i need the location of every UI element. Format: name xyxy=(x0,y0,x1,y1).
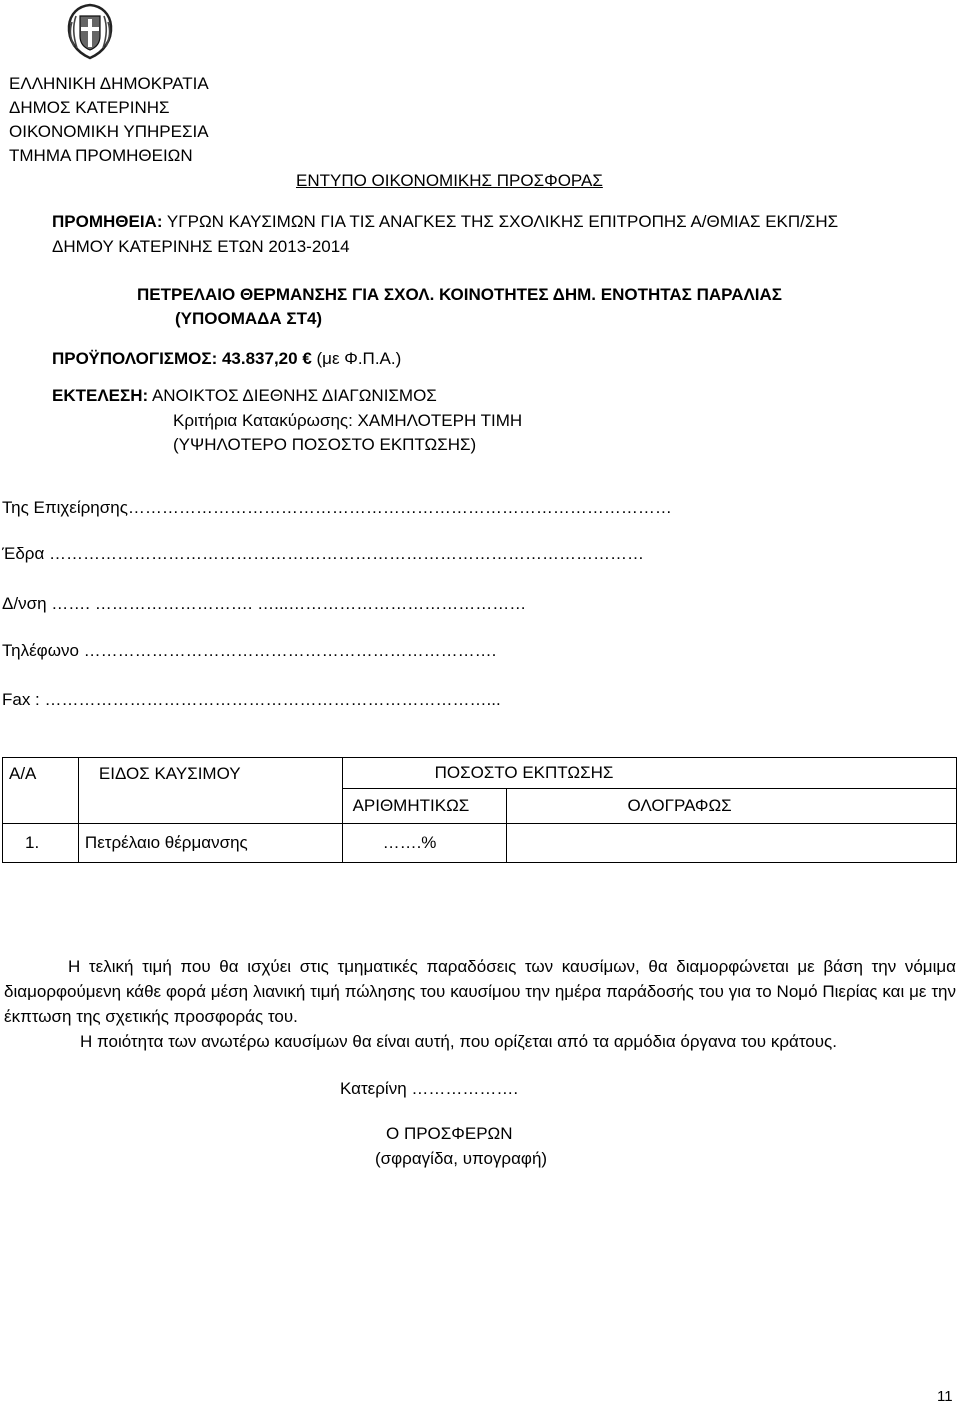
table-header-row xyxy=(3,758,957,789)
execution-label: ΕΚΤΕΛΕΣΗ: xyxy=(52,386,149,405)
field-phone: Τηλέφωνο ………………………………………………………………. xyxy=(2,641,497,660)
col-words-header: ΟΛΟΓΡΑΦΩΣ xyxy=(507,789,957,824)
col-fuel-header: ΕΙΔΟΣ ΚΑΥΣΙΜΟΥ xyxy=(78,758,342,824)
col-aa-header: Α/Α xyxy=(3,758,79,824)
offer-table xyxy=(2,757,957,863)
row1-aa: 1. xyxy=(3,824,79,863)
execution-line xyxy=(52,385,437,406)
procurement-line2: ΔΗΜΟΥ ΚΑΤΕΡΙΝΗΣ ΕΤΩΝ 2013-2014 xyxy=(52,237,350,256)
budget-line xyxy=(52,348,401,369)
price-terms-paragraph: Η τελική τιμή που θα ισχύει στις τμηματικές παραδόσεις των καυσίμων, θα διαμορφώνεται με βάση την νόμιμα διαμορφούμενη κάθε φορά μέση λιανική τιμή πώλησης του καυσίμου την ημέρα παράδοσής του για το Νομό Πιερίας και με την έκπτωση της σχετικής προσφοράς του. xyxy=(4,957,956,1026)
greek-emblem-icon xyxy=(62,2,118,60)
subgroup-line1: ΠΕΤΡΕΛΑΙΟ ΘΕΡΜΑΝΣΗΣ ΓΙΑ ΣΧΟΛ. ΚΟΙΝΟΤΗΤΕΣ ΔΗΜ. ΕΝΟΤΗΤΑΣ ΠΑΡΑΛΙΑΣ xyxy=(137,285,783,304)
header-municipality: ΔΗΜΟΣ ΚΑΤΕΡΙΝΗΣ xyxy=(9,98,170,117)
col-discount-header: ΠΟΣΟΣΤΟ ΕΚΠΤΩΣΗΣ xyxy=(342,758,956,789)
header-department: ΤΜΗΜΑ ΠΡΟΜΗΘΕΙΩΝ xyxy=(9,146,193,165)
quality-paragraph: Η ποιότητα των ανωτέρω καυσίμων θα είναι αυτή, που ορίζεται από τα αρμόδια όργανα του κράτους. xyxy=(80,1032,837,1051)
subgroup-line2: (ΥΠΟΟΜΑΔΑ ΣΤ4) xyxy=(175,309,323,328)
budget-suffix: (με Φ.Π.Α.) xyxy=(311,349,402,368)
signer-title: Ο ΠΡΟΣΦΕΡΩΝ xyxy=(386,1124,513,1143)
table-row xyxy=(3,824,957,863)
place-date: Κατερίνη ………………. xyxy=(340,1079,519,1098)
col-numeric-header: ΑΡΙΘΜΗΤΙΚΩΣ xyxy=(342,789,507,824)
field-company: Της Επιχείρησης…………………………………………………………………………………… xyxy=(2,498,672,517)
field-address: Δ/νση ……. ………………………. …...…………………………………… xyxy=(2,594,527,613)
budget-label: ΠΡΟΫΠΟΛΟΓΙΣΜΟΣ: 43.837,20 € xyxy=(52,349,312,368)
form-title: ΕΝΤΥΠΟ ΟΙΚΟΝΟΜΙΚΗΣ ΠΡΟΣΦΟΡΑΣ xyxy=(296,171,603,190)
header-country: ΕΛΛΗΝΙΚΗ ΔΗΜΟΚΡΑΤΙΑ xyxy=(9,74,209,93)
award-criteria-detail: (ΥΨΗΛΟΤΕΡΟ ΠΟΣΟΣΤΟ ΕΚΠΤΩΣΗΣ) xyxy=(173,435,477,454)
signer-note: (σφραγίδα, υπογραφή) xyxy=(375,1149,548,1168)
header-service: ΟΙΚΟΝΟΜΙΚΗ ΥΠΗΡΕΣΙΑ xyxy=(9,122,209,141)
field-seat: Έδρα …………………………………………………………………………………………… xyxy=(2,544,645,563)
row1-numeric: …….% xyxy=(342,824,507,863)
procurement-line1 xyxy=(52,211,838,232)
row1-fuel: Πετρέλαιο θέρμανσης xyxy=(78,824,342,863)
row1-words xyxy=(507,824,957,863)
field-fax: Fax : ……………………………………………………………………... xyxy=(2,690,501,709)
execution-text: ΑΝΟΙΚΤΟΣ ΔΙΕΘΝΗΣ ΔΙΑΓΩΝΙΣΜΟΣ xyxy=(148,386,437,405)
procurement-text1: ΥΓΡΩΝ ΚΑΥΣΙΜΩΝ ΓΙΑ ΤΙΣ ΑΝΑΓΚΕΣ ΤΗΣ ΣΧΟΛΙΚΗΣ ΕΠΙΤΡΟΠΗΣ Α/ΘΜΙΑΣ ΕΚΠ/ΣΗΣ xyxy=(162,212,839,231)
award-criteria: Κριτήρια Κατακύρωσης: ΧΑΜΗΛΟΤΕΡΗ ΤΙΜΗ xyxy=(173,411,523,430)
page-number: 11 xyxy=(937,1388,953,1405)
procurement-label: ΠΡΟΜΗΘΕΙΑ: xyxy=(52,212,163,231)
